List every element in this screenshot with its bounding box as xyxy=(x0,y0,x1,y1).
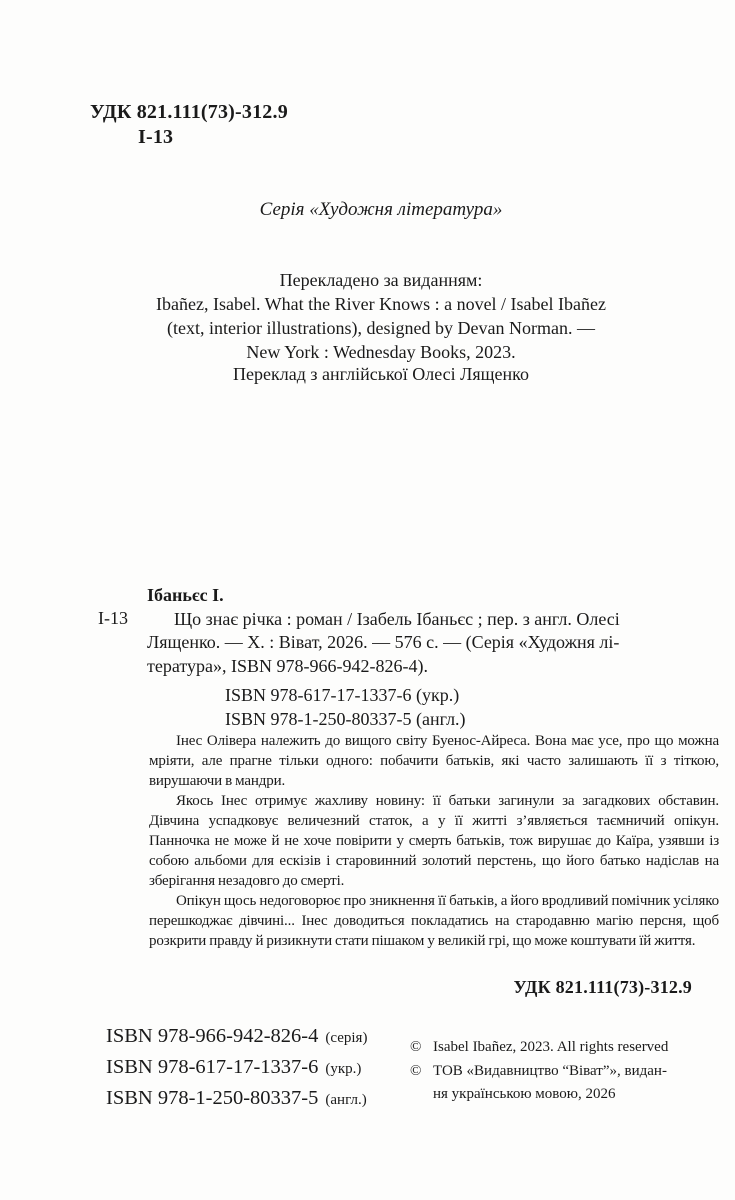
source-edition-line: New York : Wednesday Books, 2023. xyxy=(246,342,516,362)
catalog-isbn-ukr: ISBN 978-617-17-1337-6 (укр.) xyxy=(225,685,460,705)
author-index: І-13 xyxy=(138,126,174,148)
copyright-symbol-icon: © xyxy=(410,1062,422,1079)
catalog-author-index: І-13 xyxy=(98,608,128,628)
isbn-eng-qualifier: (англ.) xyxy=(325,1092,367,1108)
isbn-series-number: ISBN 978-966-942-826-4 xyxy=(106,1025,319,1047)
annotation-paragraph: Опікун щось недоговорює про зникнення її батьків, а його вродливий помічник усіляко перешкоджає дівчині... Інес доводиться покладатись на стародавню магію персня, щоб розкрити правду й ризикнути стати пішаком у великій грі, що може коштувати їй життя. xyxy=(149,893,719,949)
source-edition-line: (text, interior illustrations), designed by Devan Norman. — xyxy=(167,318,595,338)
copyright-block xyxy=(410,1036,710,1107)
catalog-author: Ібаньєс І. xyxy=(147,585,224,605)
isbn-eng-number: ISBN 978-1-250-80337-5 xyxy=(106,1087,319,1109)
annotation-block xyxy=(149,731,719,951)
udc-footer: УДК 821.111(73)-312.9 xyxy=(513,977,692,997)
copyright-author-text: Isabel Ibañez, 2023. All rights reserved xyxy=(433,1039,669,1055)
catalog-description-line: Лященко. — Х. : Віват, 2026. — 576 с. — (Серія «Художня лі- xyxy=(147,632,620,652)
isbn-ukr-number: ISBN 978-617-17-1337-6 xyxy=(106,1056,319,1078)
copyright-entry xyxy=(410,1060,710,1107)
isbn-series-qualifier: (серія) xyxy=(325,1030,368,1046)
isbn-row xyxy=(106,1084,367,1115)
catalog-description-line: Що знає річка : роман / Ізабель Ібаньєс ; пер. з англ. Олесі xyxy=(174,608,620,629)
source-edition-block xyxy=(66,268,696,364)
isbn-block xyxy=(106,1022,367,1115)
catalog-card xyxy=(95,584,717,731)
isbn-ukr-qualifier: (укр.) xyxy=(325,1061,362,1077)
copyright-entry xyxy=(410,1036,710,1060)
copyright-publisher-line: ня українською мовою, 2026 xyxy=(433,1086,616,1102)
annotation-paragraph: Якось Інес отримує жахливу новину: її батьки загинули за загадкових обставин. Дівчина успадковує величезний статок, а у її житті з’являється таємничий опікун. Панночка не може й не хоче повірити у смерть батьків, тож вирушає до Каїра, узявши із собою альбоми для ескізів і старовинний золотий перстень, що його батько надіслав на зберігання незадовго до смерті. xyxy=(149,793,719,889)
copyright-symbol-icon: © xyxy=(410,1039,422,1055)
catalog-card-body xyxy=(147,584,717,731)
catalog-isbn-eng: ISBN 978-1-250-80337-5 (англ.) xyxy=(225,708,466,729)
annotation-paragraph: Інес Олівера належить до вищого світу Буенос-Айреса. Вона має усе, про що можна мріяти, але прагне тільки одного: побачити батьків, які часто залишають її з тіткою, вирушаючи в мандри. xyxy=(149,733,719,789)
udc-classification-block xyxy=(90,100,288,150)
udc-number: УДК 821.111(73)-312.9 xyxy=(90,101,288,123)
catalog-isbn-block xyxy=(225,684,717,731)
series-title: Серія «Художня література» xyxy=(259,199,503,220)
isbn-row xyxy=(106,1053,367,1084)
source-edition-line: Ibañez, Isabel. What the River Knows : a novel / Isabel Ibañez xyxy=(156,294,606,314)
catalog-description-line: тература», ISBN 978-966-942-826-4). xyxy=(147,655,428,676)
copyright-publisher-text xyxy=(433,1060,710,1107)
translator-credit: Переклад з англійської Олесі Лященко xyxy=(233,364,529,384)
source-edition-intro: Перекладено за виданням: xyxy=(279,270,483,290)
copyright-publisher-line: ТОВ «Видавництво “Віват”», видан- xyxy=(433,1062,667,1079)
isbn-row xyxy=(106,1022,367,1053)
